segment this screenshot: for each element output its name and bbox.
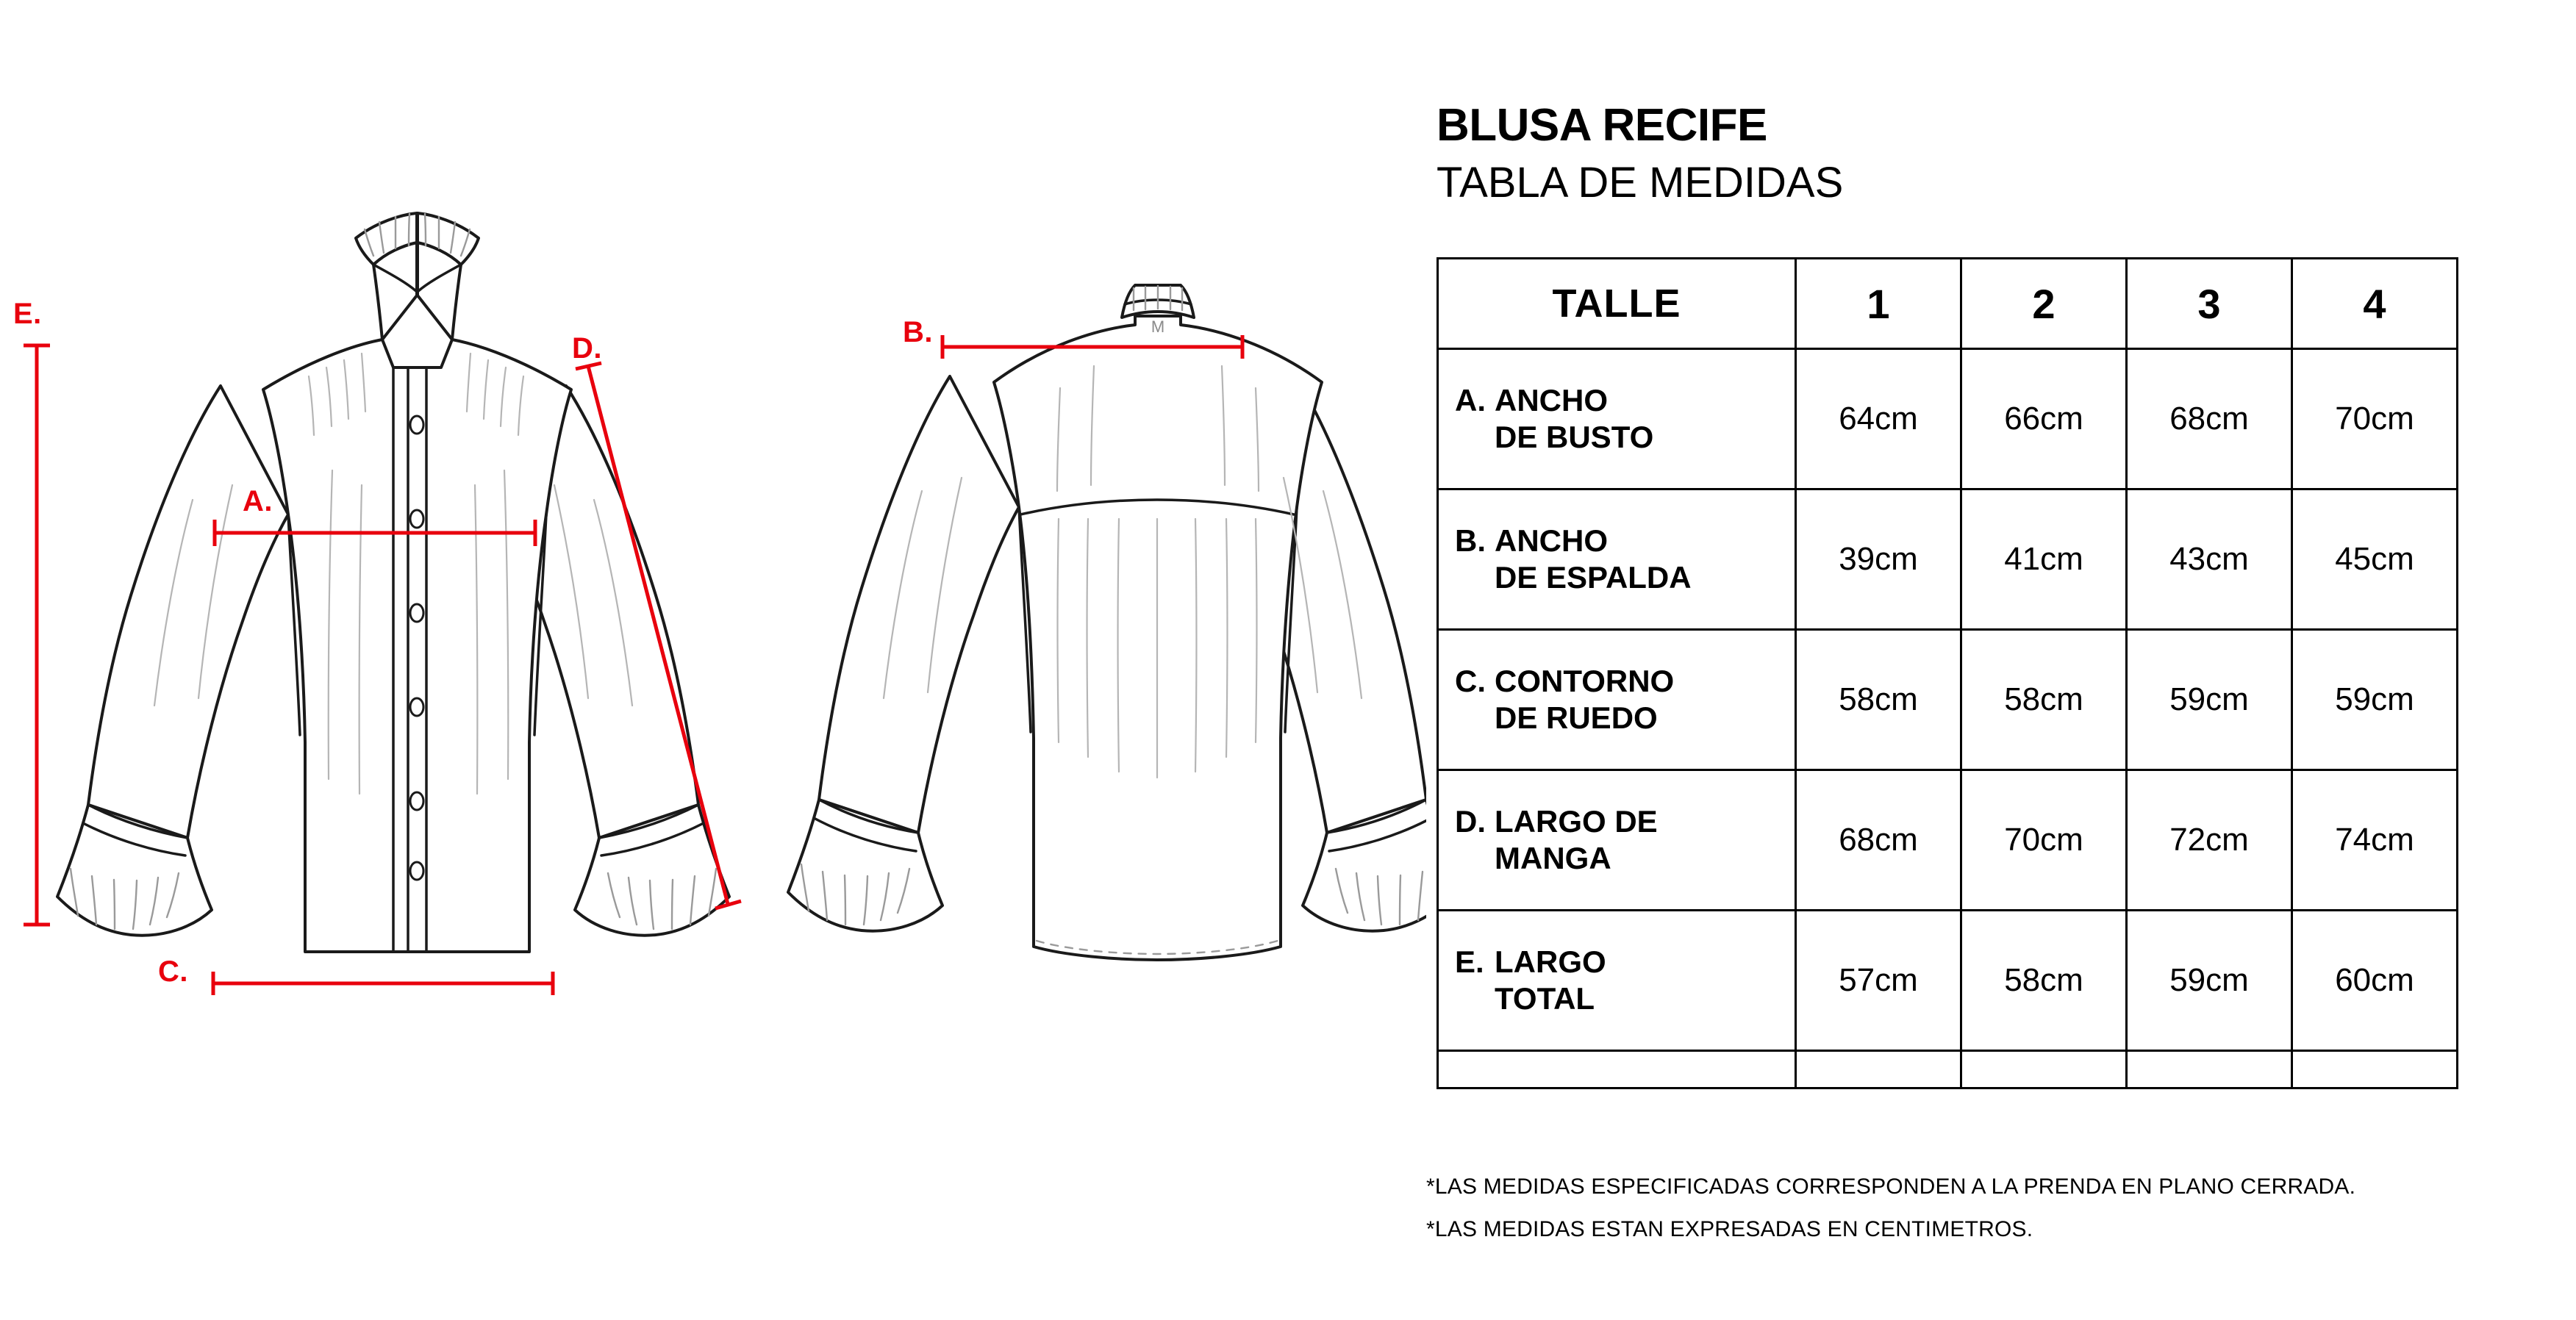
page-title: BLUSA RECIFE (1437, 100, 1767, 151)
cell-c-4: 59cm (2292, 630, 2458, 770)
table-header-row (1438, 259, 2458, 349)
cell-b-4: 45cm (2292, 489, 2458, 630)
measure-label-e: E. (13, 298, 42, 330)
ruler-e (24, 345, 50, 925)
row-line1-a: ANCHO (1495, 383, 1608, 418)
row-line1-d: LARGO DE (1495, 804, 1658, 839)
spacer-cell (1796, 1051, 1961, 1088)
row-letter-b: B. (1455, 523, 1486, 559)
row-line2-e: TOTAL (1495, 981, 1595, 1016)
header-talle: TALLE (1438, 259, 1796, 349)
measure-label-a: A. (243, 485, 273, 517)
row-line1-b: ANCHO (1495, 523, 1608, 559)
cell-a-3: 68cm (2127, 349, 2292, 489)
cell-a-4: 70cm (2292, 349, 2458, 489)
cell-b-1: 39cm (1796, 489, 1961, 630)
row-letter-d: D. (1455, 804, 1486, 839)
measurements-panel (1426, 0, 2576, 1320)
cell-d-1: 68cm (1796, 770, 1961, 911)
title-block (1437, 100, 2466, 207)
measure-label-b: B. (903, 316, 933, 348)
cell-e-1: 57cm (1796, 911, 1961, 1051)
row-label-d (1438, 770, 1796, 911)
cell-b-2: 41cm (1961, 489, 2127, 630)
cell-a-1: 64cm (1796, 349, 1961, 489)
row-letter-c: C. (1455, 664, 1486, 699)
cell-c-3: 59cm (2127, 630, 2292, 770)
cell-c-2: 58cm (1961, 630, 2127, 770)
row-letter-e: E. (1455, 944, 1484, 980)
row-line1-c: CONTORNO (1495, 664, 1675, 699)
table-spacer-row (1438, 1051, 2458, 1088)
cell-d-2: 70cm (1961, 770, 2127, 911)
row-letter-a: A. (1455, 383, 1486, 418)
row-line2-b: DE ESPALDA (1495, 560, 1692, 595)
measure-label-d: D. (572, 332, 602, 365)
table-row (1438, 770, 2458, 911)
note-line-2: *LAS MEDIDAS ESTAN EXPRESADAS EN CENTIMETROS. (1426, 1217, 2033, 1241)
cell-e-2: 58cm (1961, 911, 2127, 1051)
ruler-c (213, 972, 553, 995)
header-size-4: 4 (2292, 259, 2458, 349)
cell-e-4: 60cm (2292, 911, 2458, 1051)
size-table (1437, 257, 2458, 1089)
header-size-1: 1 (1796, 259, 1961, 349)
header-size-3: 3 (2127, 259, 2292, 349)
row-line1-e: LARGO (1495, 944, 1606, 980)
back-neck-size-mark: M (1151, 318, 1165, 336)
cell-b-3: 43cm (2127, 489, 2292, 630)
spacer-cell (1961, 1051, 2127, 1088)
back-view (788, 285, 1426, 960)
size-table-wrap (1437, 257, 2466, 1089)
page-subtitle: TABLA DE MEDIDAS (1437, 159, 1844, 207)
row-label-c (1438, 630, 1796, 770)
table-row (1438, 349, 2458, 489)
cell-d-3: 72cm (2127, 770, 2292, 911)
table-row (1438, 911, 2458, 1051)
row-line2-c: DE RUEDO (1495, 700, 1658, 735)
row-label-e (1438, 911, 1796, 1051)
spacer-cell (2292, 1051, 2458, 1088)
row-label-b (1438, 489, 1796, 630)
notes-block (1426, 1174, 2544, 1260)
cell-c-1: 58cm (1796, 630, 1961, 770)
cell-a-2: 66cm (1961, 349, 2127, 489)
row-label-a (1438, 349, 1796, 489)
header-size-2: 2 (1961, 259, 2127, 349)
row-line2-a: DE BUSTO (1495, 420, 1654, 454)
spacer-cell (2127, 1051, 2292, 1088)
row-line2-d: MANGA (1495, 841, 1611, 875)
front-view (24, 213, 741, 995)
table-row (1438, 489, 2458, 630)
spacer-cell (1438, 1051, 1796, 1088)
table-row (1438, 630, 2458, 770)
measure-label-c: C. (158, 955, 188, 988)
cell-e-3: 59cm (2127, 911, 2292, 1051)
note-line-1: *LAS MEDIDAS ESPECIFICADAS CORRESPONDEN A LA PRENDA EN PLANO CERRADA. (1426, 1174, 2356, 1199)
cell-d-4: 74cm (2292, 770, 2458, 911)
